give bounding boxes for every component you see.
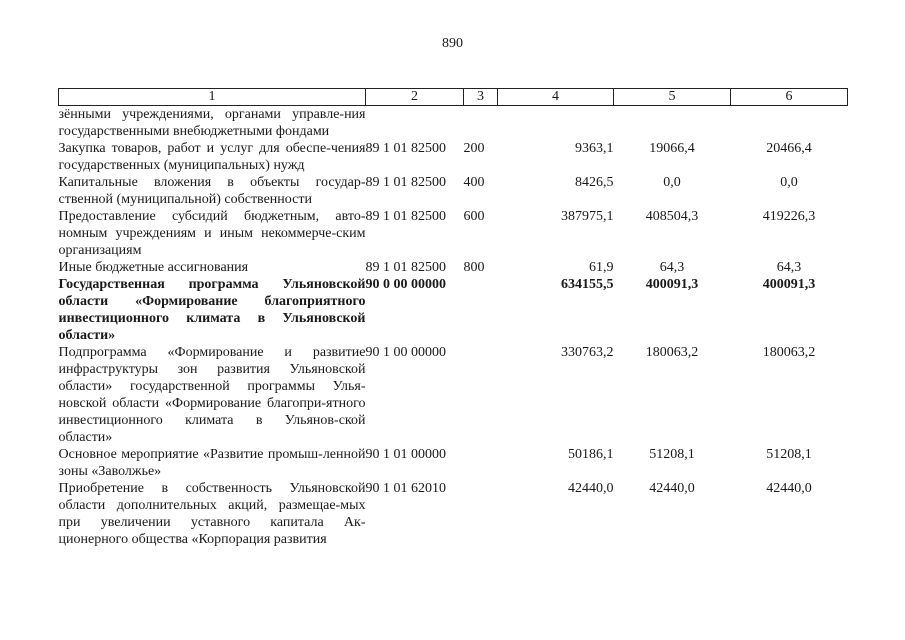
row-value-3: 400091,3 [762,277,816,292]
row-value-1: 61,9 [589,260,614,275]
header-col-2: 2 [366,89,464,106]
row-expense-type [464,480,498,548]
header-col-4: 4 [498,89,614,106]
row-expense-type [464,276,498,344]
row-value-2 [614,106,731,141]
header-col-6: 6 [731,89,848,106]
row-value-3: 64,3 [776,260,802,275]
row-expense-type [464,106,498,141]
row-value-2: 400091,3 [645,277,699,292]
page-number: 890 [442,36,463,51]
header-col-1: 1 [59,89,366,106]
header-col-5: 5 [614,89,731,106]
row-value-3: 42440,0 [766,481,812,496]
budget-table [58,88,848,548]
row-value-3 [731,106,848,141]
table-row [59,344,848,446]
row-value-1: 387975,1 [561,209,614,224]
row-code: 89 1 01 82500 [365,260,446,275]
row-code: 90 1 00 00000 [365,345,446,360]
row-value-2: 0,0 [663,175,681,190]
row-name: Государственная программа Ульяновской области «Формирование благоприятного инвестиционного климата в Ульяновской области» [58,277,366,343]
row-value-3: 180063,2 [762,345,816,360]
row-value-1 [498,106,614,141]
table-row [59,106,848,141]
row-name: зёнными учреждениями, органами управле-ния государственными внебюджетными фондами [58,107,366,139]
row-value-1: 9363,1 [575,141,614,156]
row-name: Подпрограмма «Формирование и развитие инфраструктуры зон развития Ульяновской области» государственной программы Улья-новской области «Формирование благопри-ятного инвестиционного климата в Ульянов-ской области» [58,345,366,445]
row-value-3: 20466,4 [766,141,812,156]
row-name: Приобретение в собственность Ульяновской области дополнительных акций, размещае-мых при увеличении уставного капитала Ак-ционерного общества «Корпорация развития [58,481,366,547]
row-code: 90 1 01 62010 [365,481,446,496]
row-name: Основное мероприятие «Развитие промыш-ленной зоны «Заволжье» [58,447,366,479]
row-expense-type [464,344,498,446]
row-code [366,106,464,141]
row-name: Закупка товаров, работ и услуг для обеспе-чения государственных (муниципальных) нужд [58,141,366,173]
row-code: 89 1 01 82500 [365,209,446,224]
row-expense-type: 600 [463,209,485,224]
row-name: Предоставление субсидий бюджетным, авто-номным учреждениям и иным некоммерче-ским организациям [58,209,366,258]
row-name: Капитальные вложения в объекты государ-ственной (муниципальной) собственности [58,175,366,207]
row-value-3: 419226,3 [762,209,816,224]
row-value-3: 51208,1 [766,447,812,462]
row-code: 89 1 01 82500 [365,141,446,156]
table-row [59,208,848,259]
row-value-2: 180063,2 [645,345,699,360]
row-expense-type [464,446,498,480]
row-expense-type: 400 [463,175,485,190]
row-value-2: 19066,4 [649,141,695,156]
row-value-2: 51208,1 [649,447,695,462]
row-expense-type: 200 [463,141,485,156]
header-row [59,89,848,106]
row-code: 89 1 01 82500 [365,175,446,190]
header-col-3: 3 [464,89,498,106]
table-row [59,276,848,344]
row-value-1: 50186,1 [568,447,614,462]
row-value-2: 42440,0 [649,481,695,496]
row-value-2: 64,3 [659,260,685,275]
table-row [59,259,848,276]
row-value-3: 0,0 [780,175,798,190]
table-row [59,140,848,174]
row-value-1: 330763,2 [561,345,614,360]
row-code: 90 0 00 00000 [365,277,446,292]
table-row [59,480,848,548]
table-row [59,174,848,208]
row-value-1: 42440,0 [568,481,614,496]
table-row [59,446,848,480]
row-expense-type: 800 [463,260,485,275]
row-value-1: 634155,5 [561,277,614,292]
row-value-1: 8426,5 [575,175,614,190]
row-code: 90 1 01 00000 [365,447,446,462]
row-name: Иные бюджетные ассигнования [58,260,249,275]
row-value-2: 408504,3 [645,209,699,224]
